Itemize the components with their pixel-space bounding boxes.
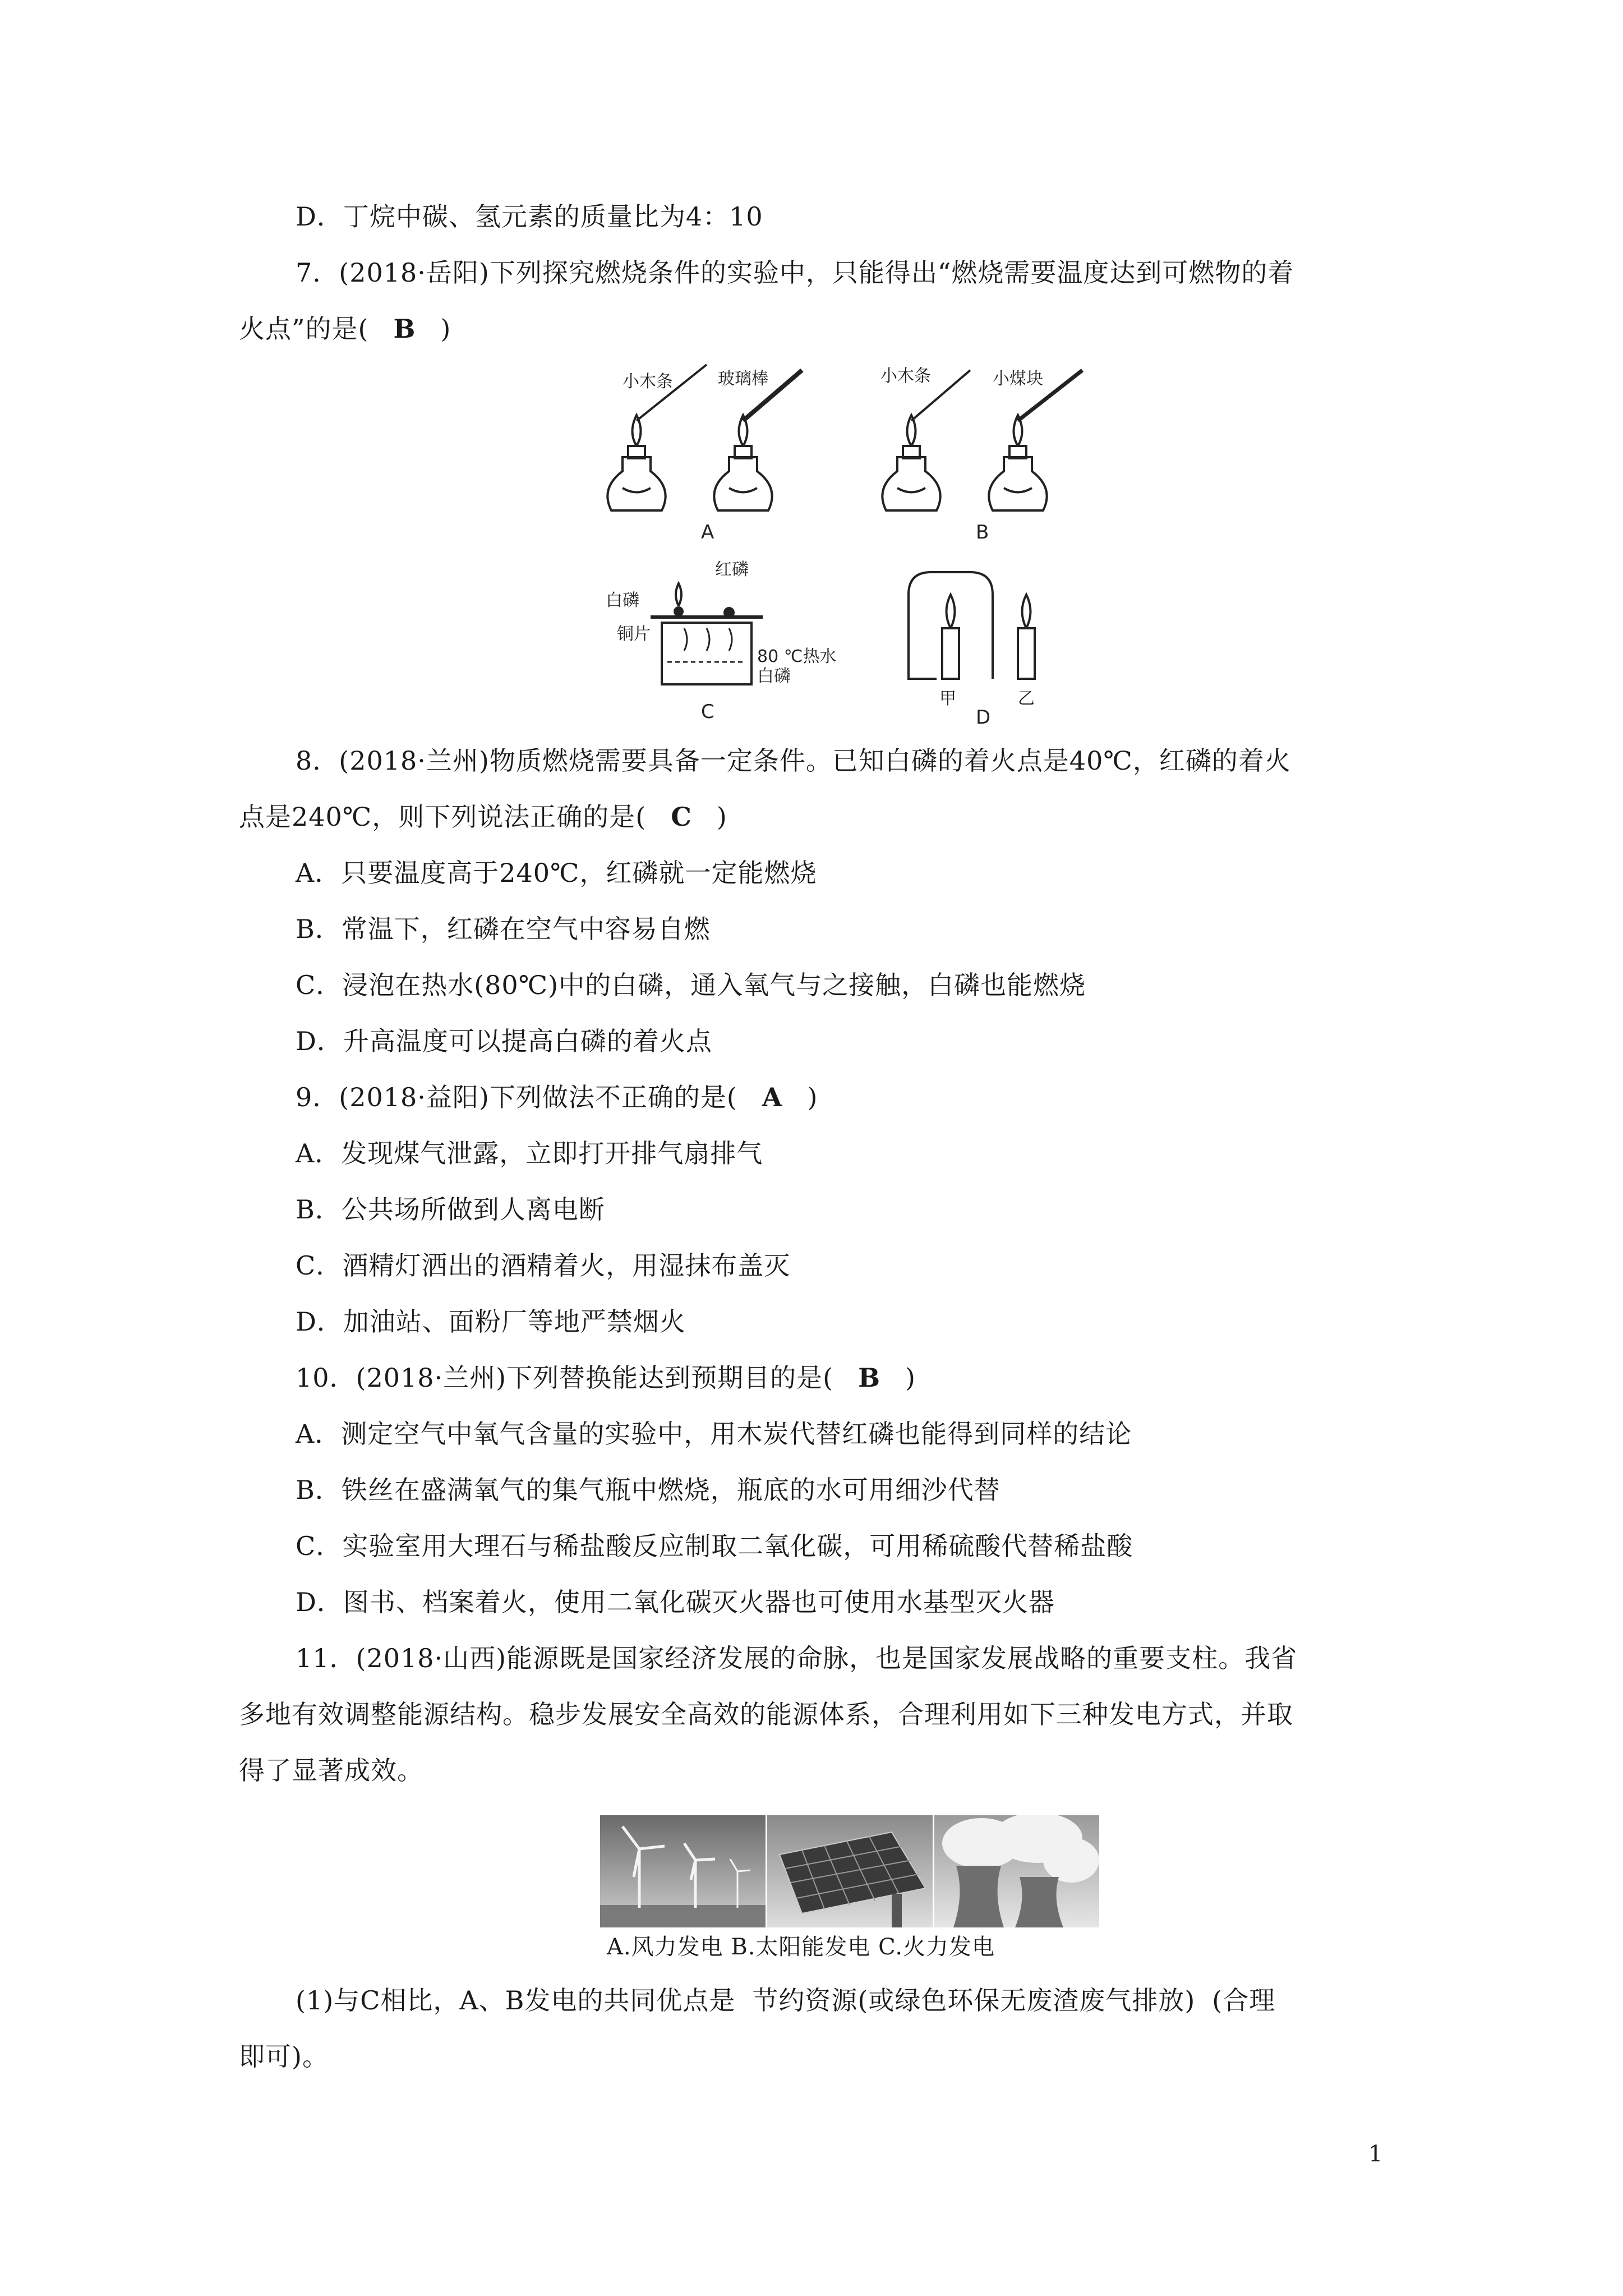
q11-part1-text: (1)与C相比，A、B发电的共同优点是	[296, 1985, 736, 2016]
label-b: B	[976, 521, 989, 544]
q8-text: 点是240℃，则下列说法正确的是(	[239, 802, 647, 832]
option-d-q6: D．丁烷中碳、氢元素的质量比为4：10	[296, 201, 763, 232]
candles-d	[909, 572, 1035, 679]
alcohol-lamp-2	[714, 415, 772, 510]
alcohol-lamp-1	[607, 415, 665, 510]
label-yi: 乙	[1018, 689, 1035, 708]
q11-part1-line1	[296, 1984, 1275, 2017]
q9-close: )	[807, 1082, 818, 1112]
label-c: C	[701, 701, 714, 723]
apparatus-c	[651, 583, 763, 684]
q9-stem	[296, 1080, 818, 1114]
q8-answer: C	[671, 802, 692, 832]
q8-close: )	[716, 802, 727, 832]
alcohol-lamp-4	[989, 415, 1046, 510]
q10-stem	[296, 1361, 916, 1395]
q11-stem-line1: 11．(2018·山西)能源既是国家经济发展的命脉，也是国家发展战略的重要支柱。我省	[296, 1643, 1298, 1673]
q9-option-d: D．加油站、面粉厂等地严禁烟火	[296, 1306, 686, 1337]
wind-power-photo	[600, 1815, 766, 1927]
q11-photos	[600, 1815, 1099, 1927]
label-red-phosphorus: 红磷	[715, 560, 749, 579]
q11-stem-line2: 多地有效调整能源结构。稳步发展安全高效的能源体系，合理利用如下三种发电方式，并取	[239, 1699, 1293, 1729]
q7-answer: B	[393, 314, 416, 344]
q9-text: 9．(2018·益阳)下列做法不正确的是(	[296, 1082, 737, 1112]
q7-figure	[589, 359, 1094, 729]
q9-option-b: B．公共场所做到人离电断	[296, 1194, 605, 1225]
q10-answer: B	[858, 1363, 880, 1393]
q10-option-c: C．实验室用大理石与稀盐酸反应制取二氧化碳，可用稀硫酸代替稀盐酸	[296, 1531, 1133, 1561]
q8-stem-line2	[239, 800, 727, 834]
q11-part1-line2: 即可)。	[239, 2041, 329, 2072]
q9-option-c: C．酒精灯洒出的酒精着火，用湿抹布盖灭	[296, 1250, 791, 1281]
q7-text: 火点”的是(	[239, 314, 369, 344]
q10-text: 10．(2018·兰州)下列替换能达到预期目的是(	[296, 1363, 834, 1393]
q11-part1-answer: 节约资源(或绿色环保无废渣废气排放)	[752, 1985, 1196, 2016]
label-white-phosphorus-2: 白磷	[757, 666, 791, 686]
label-coal: 小煤块	[993, 369, 1043, 389]
q8-option-c: C．浸泡在热水(80℃)中的白磷，通入氧气与之接触，白磷也能燃烧	[296, 970, 1086, 1000]
q8-option-b: B．常温下，红磷在空气中容易自燃	[296, 914, 711, 944]
label-wood-1: 小木条	[623, 372, 673, 392]
q8-option-a: A．只要温度高于240℃，红磷就一定能燃烧	[296, 858, 817, 888]
solar-power-photo	[767, 1815, 933, 1927]
q8-stem-line1: 8．(2018·兰州)物质燃烧需要具备一定条件。已知白磷的着火点是40℃，红磷的着火	[296, 746, 1291, 776]
q11-part1-note: (合理	[1212, 1985, 1276, 2016]
q11-photo-caption: A.风力发电 B.太阳能发电 C.火力发电	[607, 1934, 995, 1960]
thermal-power-photo	[934, 1815, 1099, 1927]
q9-option-a: A．发现煤气泄露，立即打开排气扇排气	[296, 1138, 763, 1168]
q10-option-d: D．图书、档案着火，使用二氧化碳灭火器也可使用水基型灭火器	[296, 1587, 1055, 1617]
q10-close: )	[905, 1363, 916, 1393]
label-hot-water: 80 ℃热水	[757, 647, 837, 666]
label-d: D	[976, 706, 991, 729]
label-wood-2: 小木条	[880, 366, 931, 386]
label-jia: 甲	[939, 689, 956, 708]
label-white-phosphorus-1: 白磷	[606, 591, 639, 610]
page-number: 1	[1368, 2141, 1383, 2167]
label-copper: 铜片	[617, 624, 651, 644]
q10-option-b: B．铁丝在盛满氧气的集气瓶中燃烧，瓶底的水可用细沙代替	[296, 1475, 1000, 1505]
alcohol-lamp-3	[882, 415, 940, 510]
label-glass-rod: 玻璃棒	[718, 369, 768, 389]
q11-stem-line3: 得了显著成效。	[239, 1755, 423, 1786]
q8-option-d: D．升高温度可以提高白磷的着火点	[296, 1026, 712, 1056]
label-a: A	[701, 521, 714, 544]
q7-close: )	[440, 314, 451, 344]
q7-stem-line2	[239, 312, 451, 346]
q9-answer: A	[762, 1082, 783, 1112]
q10-option-a: A．测定空气中氧气含量的实验中，用木炭代替红磷也能得到同样的结论	[296, 1419, 1132, 1449]
q7-stem-line1: 7．(2018·岳阳)下列探究燃烧条件的实验中，只能得出“燃烧需要温度达到可燃物的着	[296, 257, 1294, 288]
